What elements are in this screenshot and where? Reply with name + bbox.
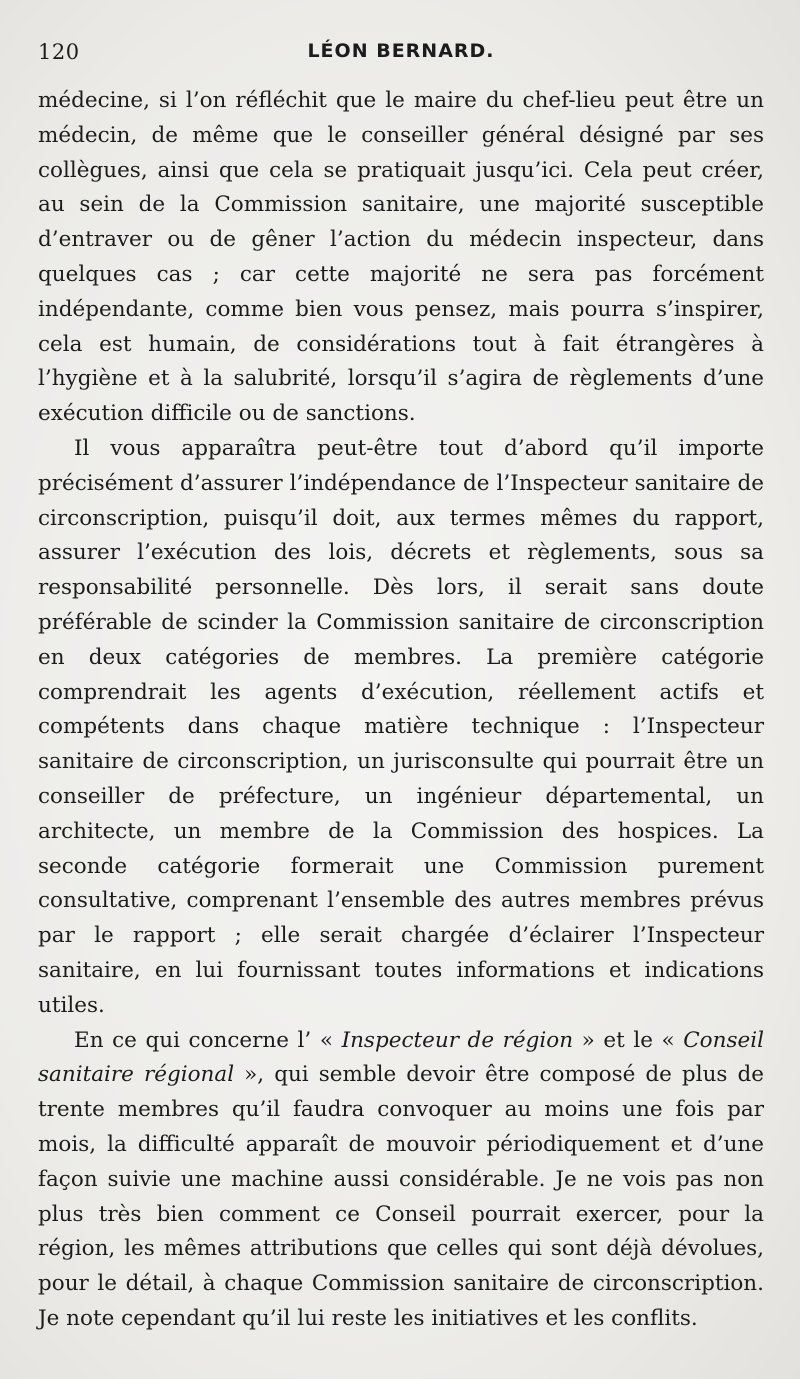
- paragraph-text: » et le «: [573, 1027, 684, 1053]
- italic-term: Conseil sanitaire régional: [38, 1027, 764, 1088]
- body-text: [38, 84, 764, 1337]
- paragraph: Il vous apparaîtra peut-être tout d’abord qu’il importe précisément d’assurer l’indépendance de l’Inspecteur sanitaire de circonscription, puisqu’il doit, aux termes mêmes du rapport, assurer l’exécution des lois, décrets et règlements, sous sa responsabilité personnelle. Dès lors, il serait sans doute préférable de scinder la Commission sanitaire de circonscription en deux catégories de membres. La première catégorie comprendrait les agents d’exécution, réellement actifs et compétents dans chaque matière technique : l’Inspecteur sanitaire de circonscription, un jurisconsulte qui pourrait être un conseiller de préfecture, un ingénieur départemental, un architecte, un membre de la Commission des hospices. La seconde catégorie formerait une Commission purement consultative, comprenant l’ensemble des autres membres prévus par le rapport ; elle serait chargée d’éclairer l’Inspecteur sanitaire, en lui fournissant toutes informations et indications utiles.: [38, 435, 764, 1018]
- paragraph-text: », qui semble devoir être composé de plus de trente membres qu’il faudra convoquer au moins une fois par mois, la difficulté apparaît de mouvoir périodiquement et d’une façon suivie une machine aussi considérable. Je ne vois pas non plus très bien comment ce Conseil pourrait exercer, pour la région, les mêmes attributions que celles qui sont déjà dévolues, pour le détail, à chaque Commission sanitaire de circonscription. Je note cependant qu’il lui reste les initiatives et les conflits.: [38, 1062, 764, 1331]
- page-header: [38, 34, 764, 84]
- paragraph-continued: médecine, si l’on réfléchit que le maire du chef-lieu peut être un médecin, de même que le conseiller général désigné par ses collègues, ainsi que cela se pratiquait jusqu’ici. Cela peut créer, au sein de la Commission sanitaire, une majorité susceptible d’entraver ou de gêner l’action du médecin inspecteur, dans quelques cas ; car cette majorité ne sera pas forcément indépendante, comme bien vous pensez, mais pourra s’inspirer, cela est humain, de considérations tout à fait étrangères à l’hygiène et à la salubrité, lorsqu’il s’agira de règlements d’une exécution difficile ou de sanctions.: [38, 88, 764, 427]
- page-number: 120: [38, 40, 80, 64]
- paragraph: [38, 1024, 764, 1337]
- running-head: LÉON BERNARD.: [307, 40, 495, 62]
- italic-term: Inspecteur de région: [341, 1027, 574, 1053]
- paragraph-text: En ce qui concerne l’ «: [74, 1027, 342, 1053]
